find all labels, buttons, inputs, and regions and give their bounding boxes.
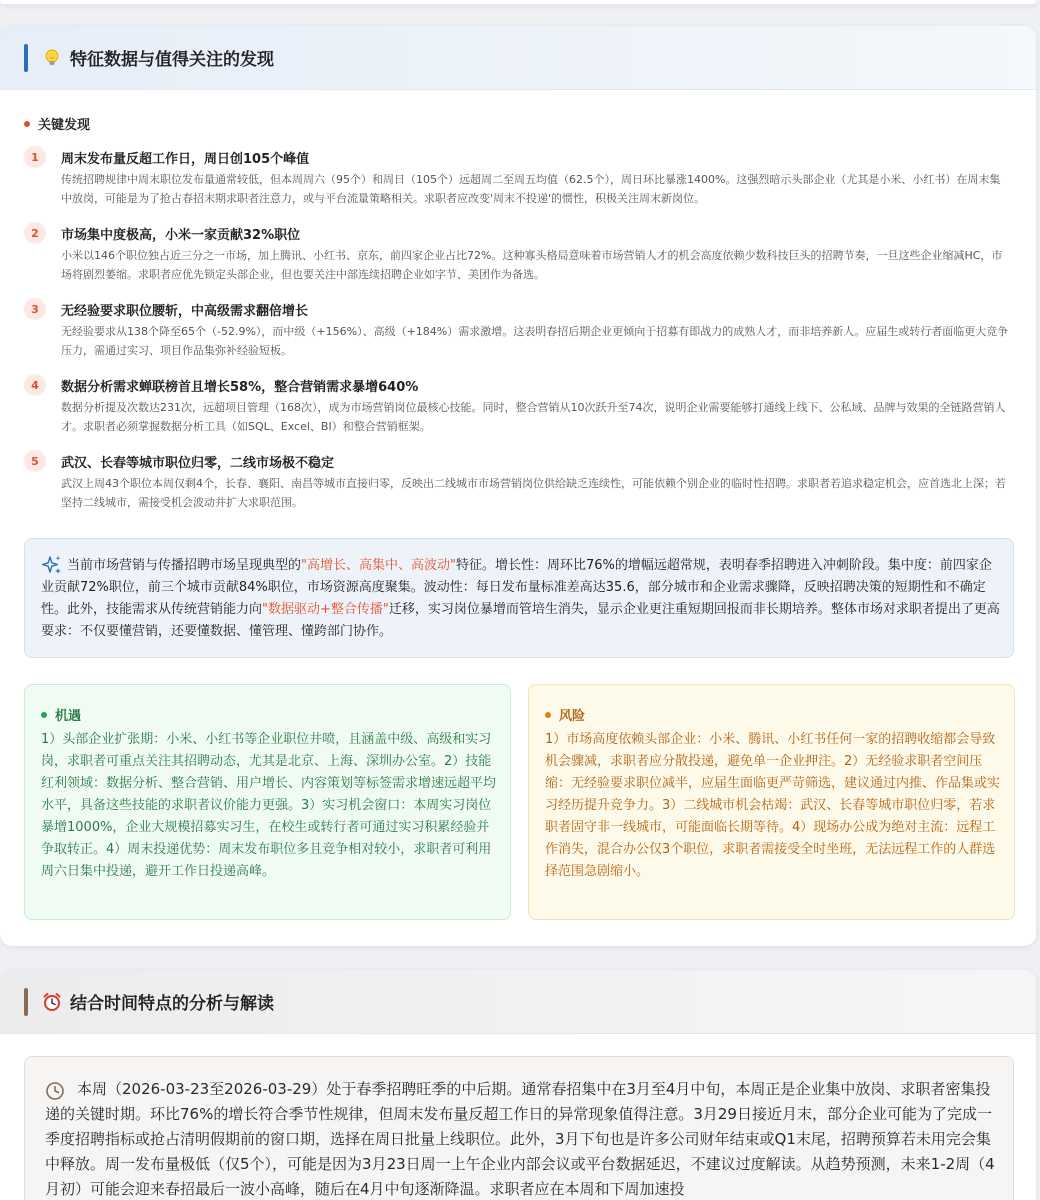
bullet-dot [545,712,551,718]
time-section-title: 结合时间特点的分析与解读 [70,994,274,1014]
summary-text-part: 迁移，实习岗位暴增而管培生消失，显示企业更注重短期回报而非长期培养。整体市场对求职者提出了更高要求：不仅要懂营销，还要懂数据、懂管理、懂跨部门协作。 [41,602,1000,639]
finding-description: 无经验要求从138个降至65个（-52.9%），而中级（+156%）、高级（+184%）需求激增。这表明春招后期企业更倾向于招募有即战力的成熟人才，而非培养新人。应届生或转行者面临更大竞争压力，需通过实习、项目作品集弥补经验短板。 [61,325,1009,357]
risk-text: 1）市场高度依赖头部企业：小米、腾讯、小红书任何一家的招聘收缩都会导致机会骤减，求职者应分散投递，避免单一企业押注。2）无经验求职者空间压缩：无经验要求职位减半，应届生面临更严苛筛选，建议通过内推、作品集或实习经历提升竞争力。3）二线城市机会枯竭：武汉、长春等城市职位归零，若求职者固守非一线城市，可能面临长期等待。4）现场办公成为绝对主流：远程工作消失，混合办公仅3个职位，求职者需接受全时坐班，无法远程工作的人群选择范围急剧缩小。 [545,732,1001,879]
summary-box [24,538,1014,658]
summary-highlight: "数据驱动+整合传播" [262,602,389,617]
risk-box [528,684,1015,920]
finding-description: 小米以146个职位独占近三分之一市场，加上腾讯、小红书、京东，前四家企业占比72%。这种寡头格局意味着市场营销人才的机会高度依赖少数科技巨头的招聘节奏，一旦这些企业缩减HC，市场将剧烈萎缩。求职者应优先锁定头部企业，但也要关注中部连续招聘企业如字节、美团作为备选。 [61,249,1003,281]
finding-number: 2 [24,222,46,244]
bullet-dot [41,712,47,718]
lightbulb-icon [42,48,62,68]
time-card-header [0,970,1036,1034]
key-findings-label [24,114,90,133]
finding-description: 传统招聘规律中周末职位发布量通常较低，但本周周六（95个）和周日（105个）远超周二至周五均值（62.5个），周日环比暴涨1400%。这强烈暗示头部企业（尤其是小米、小红书）在周末集中放岗，可能是为了抢占春招末期求职者注意力，或与平台流量策略相关。求职者应改变'周末不投递'的惯性，积极关注周末新岗位。 [61,173,1001,205]
finding-number: 1 [24,146,46,168]
summary-highlight: "高增长、高集中、高波动" [301,558,456,573]
time-analysis-text: 本周（2026-03-23至2026-03-29）处于春季招聘旺季的中后期。通常春招集中在3月至4月中旬，本周正是企业集中放岗、求职者密集投递的关键时期。环比76%的增长符合季节性规律，但周末发布量反超工作日的异常现象值得注意。3月29日接近月末，部分企业可能为了完成一季度招聘指标或抢占清明假期前的窗口期，选择在周日批量上线职位。此外，3月下旬也是许多公司财年结束或Q1末尾，招聘预算若未用完会集中释放。周一发布量极低（仅5个），可能是因为3月23日周一上午企业内部会议或平台数据延迟，不建议过度解读。从趋势预测，未来1-2周（4月初）可能会迎来春招最后一波小高峰，随后在4月中旬逐渐降温。求职者应在本周和下周加速投 [45,1080,995,1198]
summary-text-part: 特征。增长性：周环比76%的增幅远超常规，表明春季招聘进入冲刺阶段。集中度：前四家企业贡献72%职位，前三个城市贡献84%职位，市场资源高度聚集。波动性：每日发布量标准差高达35.6，部分城市和企业需求骤降，反映招聘决策的短期性和不确定性。此外，技能需求从传统营销能力向 [41,558,992,617]
finding-number: 3 [24,298,46,320]
finding-description: 武汉上周43个职位本周仅剩4个，长春、襄阳、南昌等城市直接归零，反映出二线城市市场营销岗位供给缺乏连续性，可能依赖个别企业的临时性招聘。求职者若追求稳定机会，应首选北上深；若坚持二线城市，需接受机会波动并扩大求职范围。 [61,477,1006,509]
finding-title: 市场集中度极高，小米一家贡献32%职位 [61,228,301,243]
time-analysis-card [0,970,1036,1200]
finding-title: 武汉、长春等城市职位归零，二线市场极不稳定 [61,456,335,471]
opportunity-box [24,684,511,920]
finding-title: 周末发布量反超工作日，周日创105个峰值 [61,152,310,167]
header-accent-bar [24,44,28,72]
time-analysis-box [24,1056,1014,1200]
finding-description: 数据分析提及次数达231次，远超项目管理（168次），成为市场营销岗位最核心技能。同时，整合营销从10次跃升至74次，说明企业需要能够打通线上线下、公私域、品牌与效果的全链路营销人才。求职者必须掌握数据分析工具（如SQL、Excel、BI）和整合营销框架。 [61,401,1006,433]
finding-title: 无经验要求职位腰斩，中高级需求翻倍增长 [61,304,309,319]
finding-title: 数据分析需求蝉联榜首且增长58%，整合营销需求暴增640% [61,380,419,395]
previous-card-bottom [0,0,1036,4]
findings-card [0,26,1036,946]
opportunity-heading [41,705,81,724]
risk-label: 风险 [559,709,586,724]
opportunity-text: 1）头部企业扩张期：小米、小红书等企业职位井喷，且涵盖中级、高级和实习岗，求职者可重点关注其招聘动态，尤其是北京、上海、深圳办公室。2）技能红利领域：数据分析、整合营销、用户增长、内容策划等标签需求增速远超平均水平，具备这些技能的求职者议价能力更强。3）实习机会窗口：本周实习岗位暴增1000%，企业大规模招募实习生，在校生或转行者可通过实习积累经验并争取转正。4）周末投递优势：周末发布职位多且竞争相对较小，求职者可利用周六日集中投递，避开工作日投递高峰。 [41,732,497,879]
opportunity-label: 机遇 [55,709,82,724]
finding-number: 5 [24,450,46,472]
finding-number: 4 [24,374,46,396]
risk-heading [545,705,585,724]
alarm-clock-icon [42,992,62,1012]
bullet-dot [24,121,30,127]
header-accent-bar [24,988,28,1016]
summary-text [41,555,1003,643]
key-findings-heading: 关键发现 [38,118,91,133]
findings-section-title: 特征数据与值得关注的发现 [70,50,274,70]
findings-card-header [0,26,1036,90]
summary-text-part: 当前市场营销与传播招聘市场呈现典型的 [67,558,302,573]
